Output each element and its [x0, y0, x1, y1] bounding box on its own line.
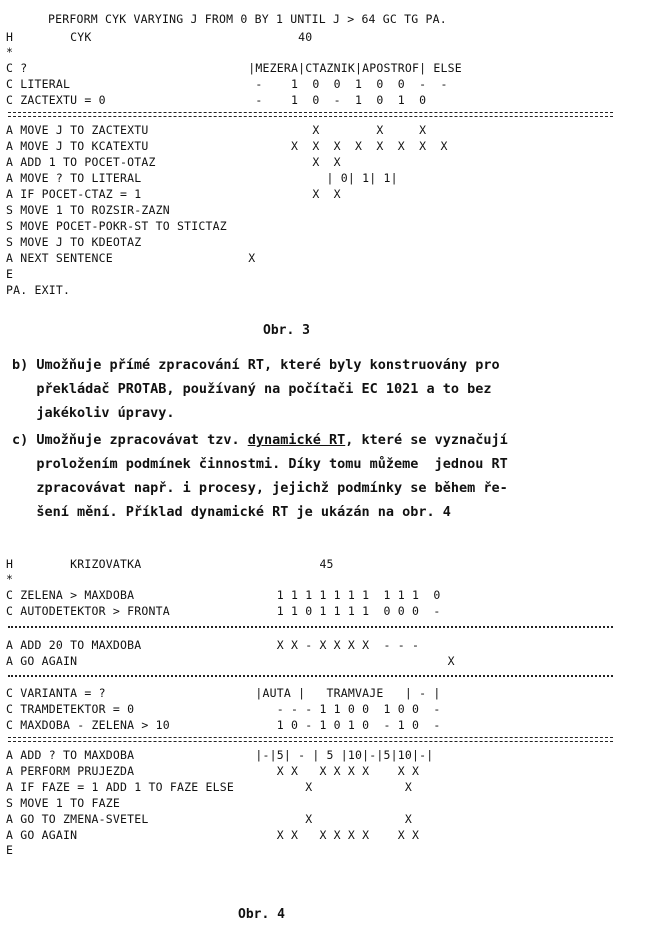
dt-row: S MOVE J TO KDEOTAZ — [6, 235, 142, 249]
dt-row: A IF FAZE = 1 ADD 1 TO FAZE ELSE X X — [6, 780, 413, 794]
figure-4-caption: Obr. 4 — [238, 907, 285, 922]
paragraph-b-line: jakékoliv úpravy. — [12, 405, 175, 421]
dt-row: A GO TO ZMENA-SVETEL X X — [6, 812, 413, 826]
dt-row: S MOVE 1 TO FAZE — [6, 796, 120, 810]
dt-row: S MOVE POCET-POKR-ST TO STICTAZ — [6, 219, 227, 233]
dynamic-rt-term: dynamické RT — [247, 432, 346, 448]
dt-row: PA. EXIT. — [6, 283, 71, 297]
dotted-separator — [8, 626, 613, 628]
dt-row: C ? |MEZERA|CTAZNIK|APOSTROF| ELSE — [6, 61, 462, 75]
dt-row: E — [6, 843, 14, 857]
dt-row: A ADD ? TO MAXDOBA |-|5| - | 5 |10|-|5|10|-| — [6, 748, 434, 762]
paragraph-c-line: proložením podmínek činnostmi. Díky tomu můžeme jednou RT — [12, 456, 508, 472]
dt-row: A MOVE J TO KCATEXTU X X X X X X X X — [6, 139, 448, 153]
paragraph-c-line: c) Umožňuje zpracovávat tzv. dynamické RT, které se vyznačují — [12, 432, 508, 448]
figure-3-caption: Obr. 3 — [263, 323, 310, 338]
dt-row: C AUTODETEKTOR > FRONTA 1 1 0 1 1 1 1 0 0 0 - — [6, 604, 441, 618]
dt-row: C TRAMDETEKTOR = 0 - - - 1 1 0 0 1 0 0 - — [6, 702, 441, 716]
dotted-separator — [8, 675, 613, 677]
double-separator — [8, 737, 613, 742]
dt-row: A ADD 20 TO MAXDOBA X X - X X X X - - - — [6, 638, 420, 652]
dt-row: A NEXT SENTENCE X — [6, 251, 256, 265]
paragraph-b-line: b) Umožňuje přímé zpracování RT, které byly konstruovány pro — [12, 357, 500, 373]
dt-row: * — [6, 572, 14, 586]
dt-row: A GO AGAIN X X X X X X X X — [6, 828, 420, 842]
dt-row: C LITERAL - 1 0 0 1 0 0 - - — [6, 77, 448, 91]
perform-statement: PERFORM CYK VARYING J FROM 0 BY 1 UNTIL J > 64 GC TG PA. — [48, 12, 447, 26]
dt-row: E — [6, 267, 14, 281]
dt-row: H CYK 40 — [6, 30, 313, 44]
dt-row: A ADD 1 TO POCET-OTAZ X X — [6, 155, 341, 169]
dt-row: C ZACTEXTU = 0 - 1 0 - 1 0 1 0 — [6, 93, 427, 107]
dt-row: A MOVE J TO ZACTEXTU X X X — [6, 123, 427, 137]
dt-row: H KRIZOVATKA 45 — [6, 557, 334, 571]
paragraph-b-line: překládač PROTAB, používaný na počítači EC 1021 a to bez — [12, 381, 492, 397]
dt-row: C ZELENA > MAXDOBA 1 1 1 1 1 1 1 1 1 1 0 — [6, 588, 441, 602]
paragraph-c-line: šení mění. Příklad dynamické RT je ukázán na obr. 4 — [12, 504, 451, 520]
dt-row: C VARIANTA = ? |AUTA | TRAMVAJE | - | — [6, 686, 441, 700]
dt-row: A MOVE ? TO LITERAL | 0| 1| 1| — [6, 171, 398, 185]
dt-row: C MAXDOBA - ZELENA > 10 1 0 - 1 0 1 0 - 1 0 - — [6, 718, 441, 732]
paragraph-c-line: zpracovávat např. i procesy, jejichž podmínky se během ře- — [12, 480, 508, 496]
dt-row: * — [6, 45, 14, 59]
dt-row: A IF POCET-CTAZ = 1 X X — [6, 187, 341, 201]
dt-row: S MOVE 1 TO ROZSIR-ZAZN — [6, 203, 170, 217]
dt-row: A GO AGAIN X — [6, 654, 455, 668]
dt-row: A PERFORM PRUJEZDA X X X X X X X X — [6, 764, 420, 778]
